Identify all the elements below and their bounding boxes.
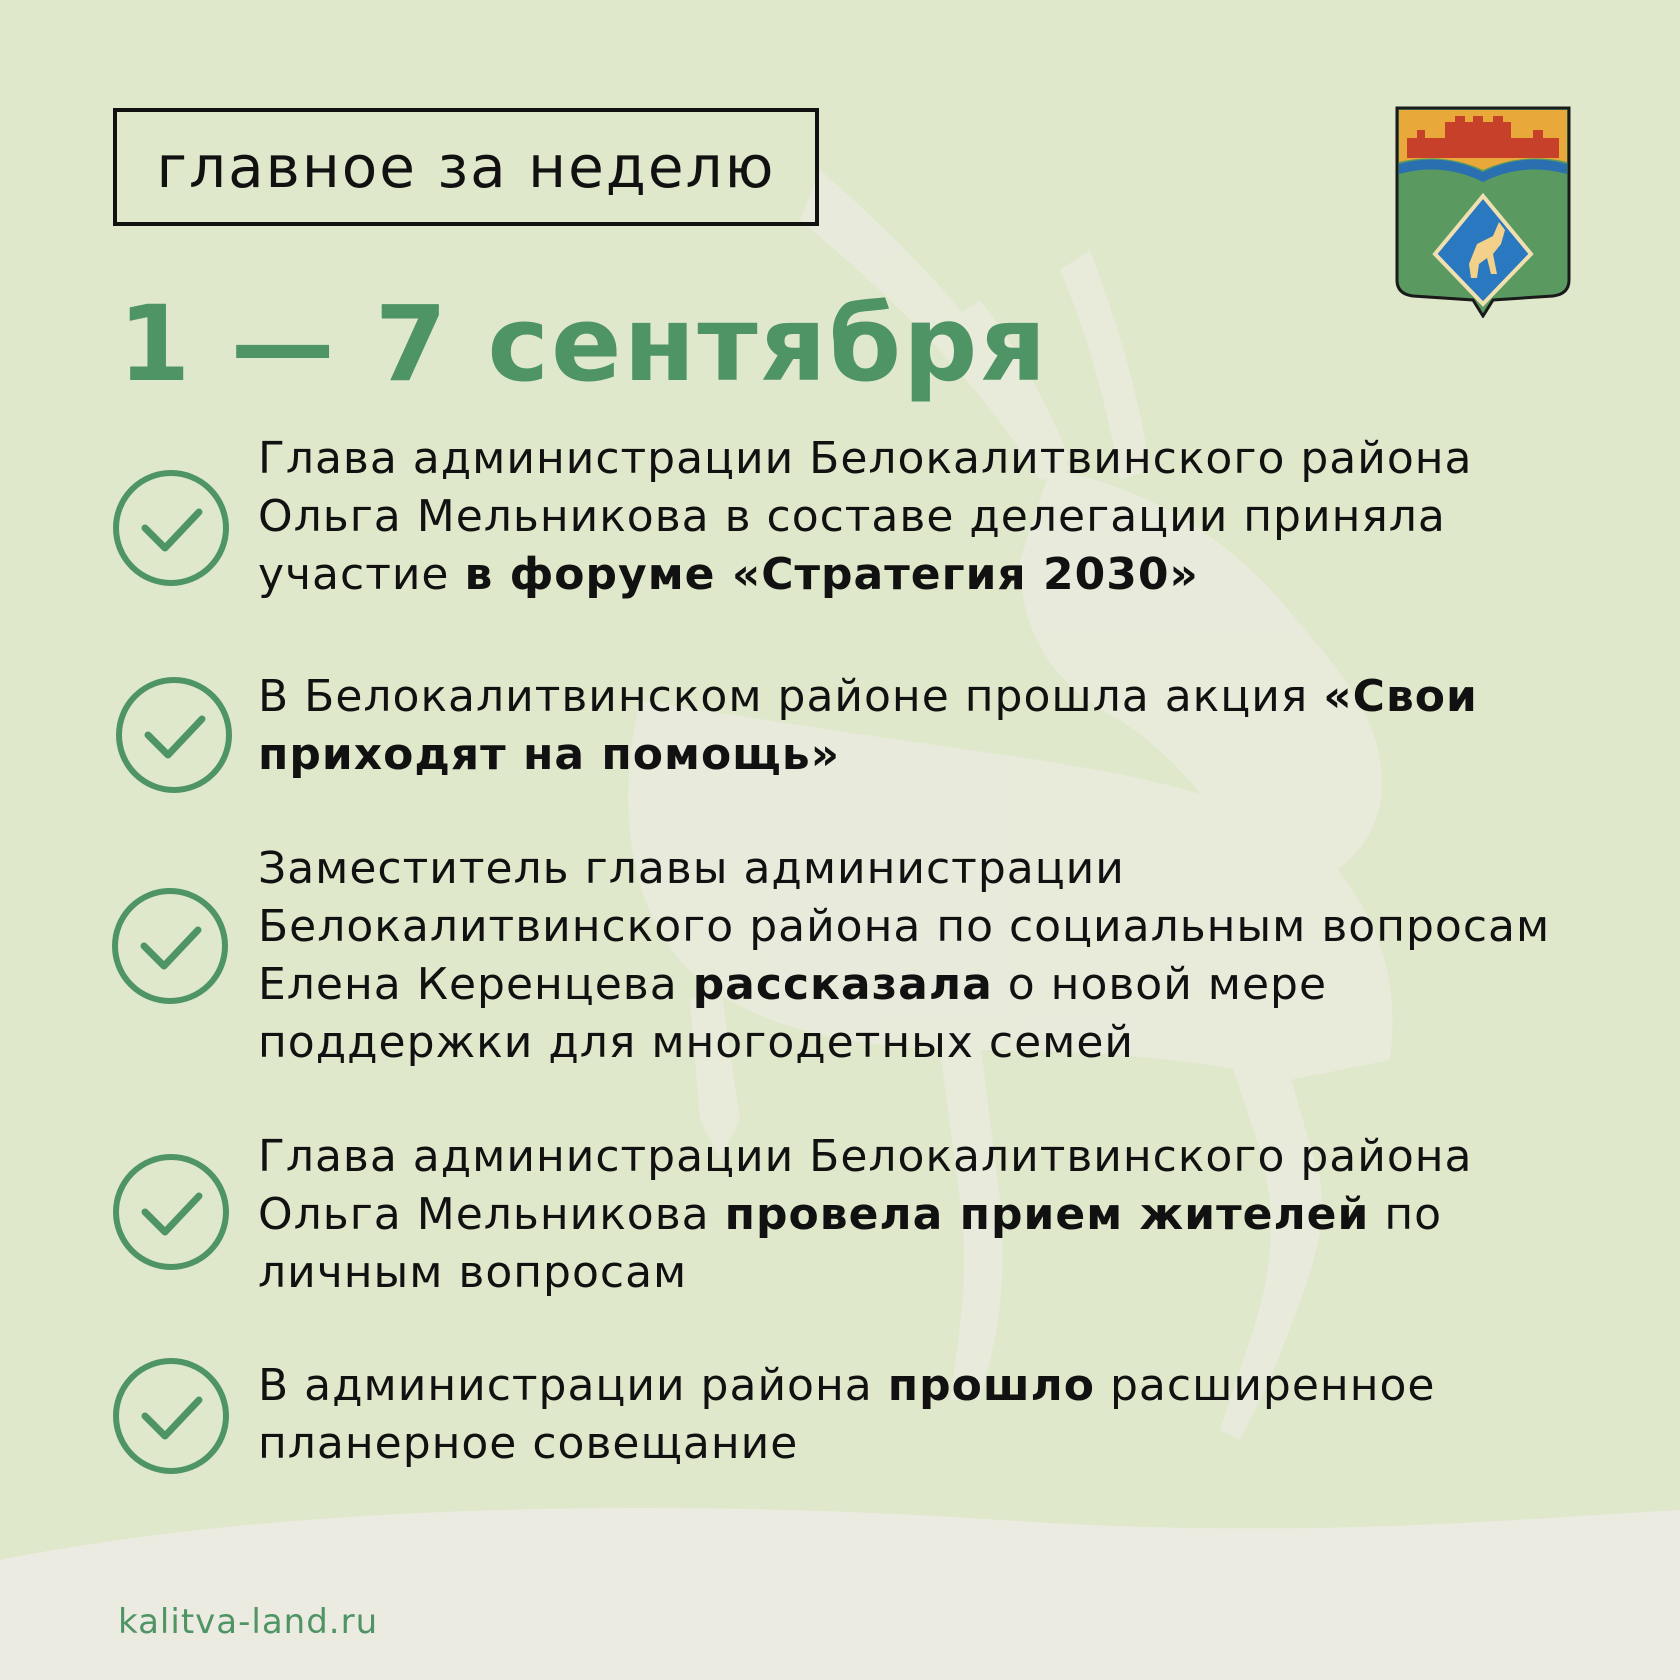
check-circle-icon bbox=[114, 675, 234, 795]
date-range-title: 1 — 7 сентября bbox=[118, 283, 1049, 405]
news-text-highlight: прошло bbox=[887, 1360, 1095, 1411]
news-text-highlight: в форуме «Стратегия 2030» bbox=[464, 549, 1199, 600]
news-text-highlight: рассказала bbox=[692, 959, 993, 1010]
news-text-part: о новой мере поддержки для многодетных семей bbox=[258, 959, 1328, 1068]
section-label: главное за неделю bbox=[113, 108, 819, 226]
check-circle-icon bbox=[111, 1152, 231, 1272]
news-text-part: Заместитель главы администрации Белокалитвинского района по социальным вопросам Елена Керенцева bbox=[258, 843, 1551, 1010]
news-text-highlight: провела прием жителей bbox=[724, 1189, 1370, 1240]
news-text-highlight: «Свои приходят на помощь» bbox=[258, 671, 1478, 780]
news-text-part: В Белокалитвинском районе прошла акция bbox=[258, 671, 1324, 722]
coat-of-arms-icon bbox=[1393, 104, 1573, 318]
news-text bbox=[258, 1128, 1598, 1302]
news-text bbox=[258, 430, 1598, 604]
news-text-part: по личным вопросам bbox=[258, 1189, 1443, 1298]
check-circle-icon bbox=[111, 1356, 231, 1476]
news-text bbox=[258, 1357, 1598, 1473]
website-link[interactable]: kalitva-land.ru bbox=[118, 1602, 379, 1642]
news-text-part: расширенное планерное совещание bbox=[258, 1360, 1436, 1469]
check-circle-icon bbox=[111, 468, 231, 588]
news-text-part: Глава администрации Белокалитвинского района Ольга Мельникова в составе делегации приняла участие bbox=[258, 433, 1473, 600]
news-text-part: В администрации района bbox=[258, 1360, 888, 1411]
news-text bbox=[258, 668, 1598, 784]
news-text-part: Глава администрации Белокалитвинского района Ольга Мельникова bbox=[258, 1131, 1473, 1240]
news-text bbox=[258, 840, 1598, 1072]
check-circle-icon bbox=[110, 886, 230, 1006]
